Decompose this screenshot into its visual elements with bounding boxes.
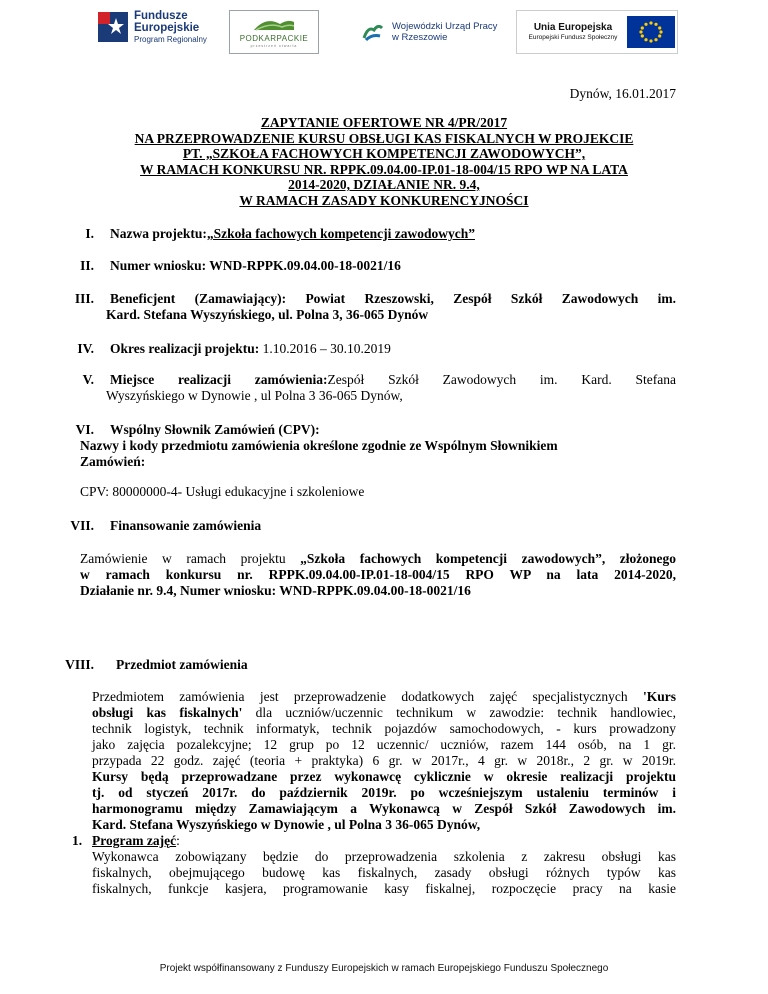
- podkarpackie-tagline: przestrzeń otwarta: [250, 44, 298, 48]
- section-7-line3: Działanie nr. 9.4, Numer wniosku: WND-RPPK.09.04.00-18-0021/16: [80, 583, 471, 598]
- section-6-cpv: CPV: 80000000-4- Usługi edukacyjne i szkoleniowe: [80, 484, 365, 499]
- section-2-label: Numer wniosku: WND-RPPK.09.04.00-18-0021/16: [110, 258, 401, 273]
- section-1-label: Nazwa projektu:: [110, 226, 207, 241]
- section-2-number: II.: [80, 258, 94, 273]
- fundusze-europejskie-logo: [98, 10, 207, 45]
- section-8-p1a: Przedmiotem zamówienia jest przeprowadzenie dodatkowych zajęć specjalistycznych: [92, 689, 643, 704]
- section-3-value2: Kard. Stefana Wyszyńskiego, ul. Polna 3, 36-065 Dynów: [106, 307, 429, 322]
- section-6-label: Wspólny Słownik Zamówień (CPV):: [110, 422, 320, 437]
- section-4-label: Okres realizacji projektu:: [110, 341, 260, 356]
- document-date: Dynów, 16.01.2017: [569, 86, 676, 101]
- section-3-value1: Powiat Rzeszowski, Zespół Szkół Zawodowych im.: [305, 291, 677, 306]
- section-8-q3: fiskalnych, funkcje kasjera, programowanie kasy fiskalnej, rozpoczęcie pracy na kasie: [92, 881, 676, 896]
- section-4-value: 1.10.2016 – 30.10.2019: [262, 341, 391, 356]
- section-8-line4: jako zajęcia pozalekcyjne; 12 grup po 12 uczennic/ uczniów, razem 144 osób, na 1 gr.: [92, 737, 676, 752]
- section-8-line2: [92, 705, 676, 721]
- section-8-number: VIII.: [65, 657, 94, 672]
- podkarpackie-hills-icon: [252, 16, 296, 32]
- section-7-body: [80, 551, 676, 599]
- section-8-line7: tj. od styczeń 2017r. do październik 2019r. po wcześniejszym ustaleniu terminów i: [92, 785, 676, 800]
- ue-line2: Europejski Fundusz Społeczny: [528, 34, 618, 42]
- title-line-6: W RAMACH ZASADY KONKURENCYJNOŚCI: [239, 192, 529, 208]
- section-6-number: VI.: [75, 422, 94, 437]
- section-8-line9: Kard. Stefana Wyszyńskiego w Dynowie , ul Polna 3 36-065 Dynów,: [92, 817, 481, 832]
- section-5-value1: Zespół Szkół Zawodowych im. Kard. Stefana: [327, 372, 676, 387]
- section-8-q2: fiskalnych, obejmującego budowę kas fiskalnych, zasady obsługi różnych typów kas: [92, 865, 676, 880]
- section-7-line2: w ramach konkursu nr. RPPK.09.04.00-IP.01-18-004/15 RPO WP na lata 2014-2020,: [80, 567, 676, 582]
- section-1: [110, 226, 475, 242]
- section-6-subtitle: [80, 438, 676, 470]
- title-line-1: ZAPYTANIE OFERTOWE NR 4/PR/2017: [260, 115, 508, 130]
- page-footer: Projekt współfinansowany z Funduszy Europejskich w ramach Europejskiego Funduszu Społecznego: [159, 963, 609, 974]
- unia-europejska-logo: [516, 10, 678, 54]
- section-7-line1: [80, 551, 676, 567]
- section-5: [106, 372, 676, 404]
- section-1-value: „Szkoła fachowych kompetencji zawodowych”: [206, 226, 475, 241]
- section-5-value2: Wyszyńskiego w Dynowie , ul Polna 3 36-065 Dynów,: [106, 388, 403, 403]
- section-7-lead: Zamówienie w ramach projektu: [80, 551, 301, 566]
- eu-flag-icon: [627, 16, 675, 48]
- section-4-number: IV.: [77, 341, 94, 356]
- fe-line3: Program Regionalny: [134, 35, 207, 45]
- title-line-4: W RAMACH KONKURSU NR. RPPK.09.04.00-IP.01-18-004/15 RPO WP NA LATA: [140, 161, 628, 177]
- section-8-label: Przedmiot zamówienia: [116, 657, 248, 672]
- section-5-line1: [110, 372, 676, 388]
- section-8-p2b: dla uczniów/uczennic technikum w zawodzie: technik handlowiec,: [242, 705, 676, 720]
- section-8-line8: harmonogramu między Zamawiającym a Wykonawcą w Zespół Szkół Zawodowych im.: [92, 801, 676, 816]
- podkarpackie-logo: [229, 10, 319, 54]
- podkarpackie-name: PODKARPACKIE: [239, 34, 309, 43]
- section-7-number: VII.: [70, 518, 94, 533]
- section-6-sub1: Nazwy i kody przedmiotu zamówienia określone zgodnie ze Wspólnym Słownikiem: [80, 438, 558, 453]
- section-7-bold1: „Szkoła fachowych kompetencji zawodowych”, złożonego: [300, 551, 676, 566]
- document-title: [92, 115, 676, 208]
- section-8-line1: [92, 689, 676, 705]
- section-8-item-number: 1.: [72, 833, 83, 848]
- wup-line1: Wojewódzki Urząd Pracy: [392, 21, 498, 33]
- section-6-sub2: Zamówień:: [80, 454, 146, 469]
- section-5-label: Miejsce realizacji zamówienia:: [110, 372, 328, 387]
- section-8-line3: technik logistyk, technik informatyk, technik pojazdów samochodowych, - kurs prowadzony: [92, 721, 676, 736]
- fe-star-icon: [98, 12, 128, 42]
- section-8-line6: Kursy będą przeprowadzane przez wykonawcę cyklicznie w okresie realizacji projektu: [92, 769, 676, 784]
- title-line-2: NA PRZEPROWADZENIE KURSU OBSŁUGI KAS FISKALNYCH W PROJEKCIE: [134, 130, 634, 146]
- section-8-p2a: obsługi kas fiskalnych': [92, 705, 243, 720]
- section-3: [106, 291, 677, 323]
- section-8-item-1: [66, 833, 676, 849]
- fe-line2: Europejskie: [134, 22, 200, 35]
- section-8-p1b: 'Kurs: [642, 689, 676, 704]
- section-8-item-colon: :: [176, 833, 180, 848]
- logo-strip: [0, 0, 768, 68]
- section-8-line5: przypada 22 godz. zajęć (teoria + praktyka) 6 gr. w 2017r., 4 gr. w 2018r., 2 gr. w 2019r.: [92, 753, 676, 768]
- wup-line2: w Rzeszowie: [392, 32, 448, 43]
- section-8-item-label: Program zajęć: [92, 833, 177, 848]
- section-8-body: [72, 689, 676, 897]
- section-5-number: V.: [82, 372, 94, 387]
- fe-line1: Fundusze: [134, 10, 188, 22]
- wup-emblem-icon: [360, 20, 386, 46]
- ue-line1: Unia Europejska: [533, 22, 613, 34]
- section-1-number: I.: [85, 226, 94, 241]
- section-8-q1: Wykonawca zobowiązany będzie do przeprowadzenia szkolenia z zakresu obsługi kas: [92, 849, 676, 864]
- title-line-5: 2014-2020, DZIAŁANIE NR. 9.4,: [288, 177, 480, 192]
- title-line-3: PT. „SZKOŁA FACHOWYCH KOMPETENCJI ZAWODOWYCH”,: [182, 146, 586, 161]
- section-3-line1: [110, 291, 676, 307]
- section-3-number: III.: [74, 291, 94, 306]
- wup-logo: [360, 20, 497, 46]
- section-7-label: Finansowanie zamówienia: [110, 518, 262, 533]
- section-4: [110, 341, 391, 357]
- section-3-label: Beneficjent (Zamawiający):: [110, 291, 287, 306]
